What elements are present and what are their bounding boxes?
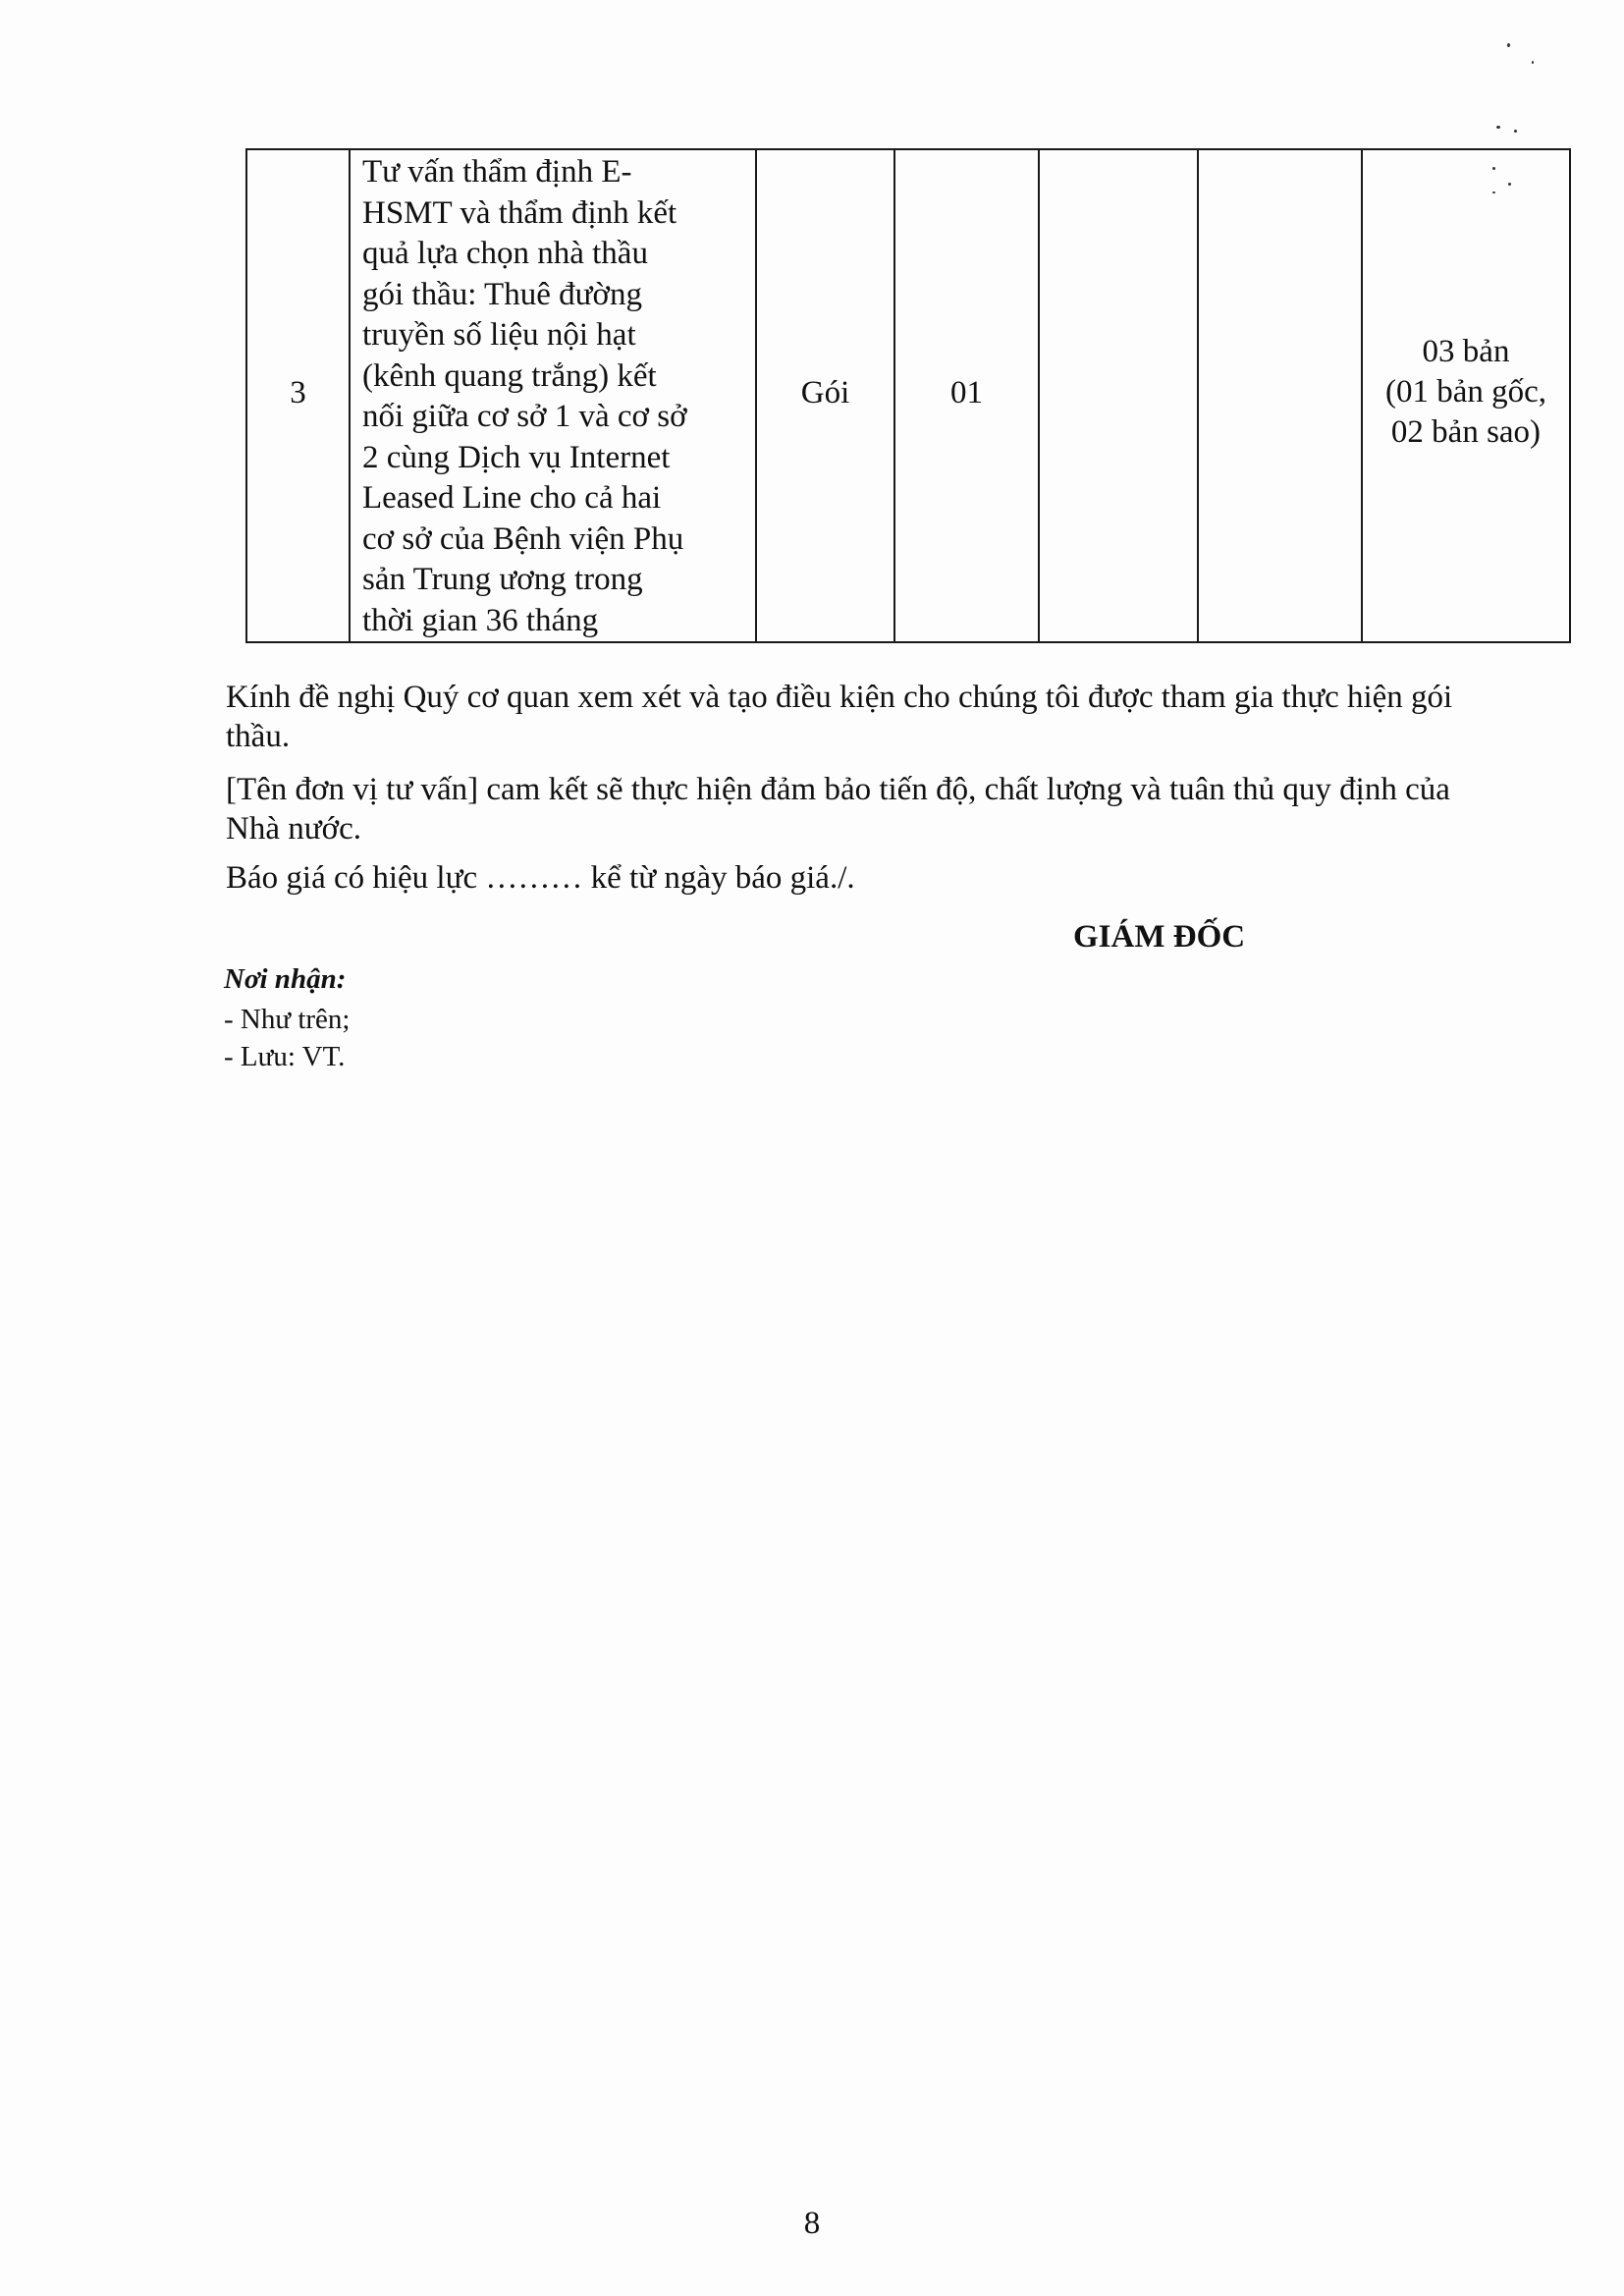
request-paragraph: Kính đề nghị Quý cơ quan xem xét và tạo điều kiện cho chúng tôi được tham gia thực hiện gói thầu. (226, 680, 1453, 754)
description-line: sản Trung ương trong (362, 562, 643, 597)
recipient-item: - Lưu: VT. (224, 1041, 346, 1072)
copies-note-cell (1362, 149, 1570, 642)
quantity-value: 01 (950, 374, 983, 410)
recipients-title: Nơi nhận: (224, 963, 347, 995)
quotation-table (245, 148, 1571, 643)
description-line: gói thầu: Thuê đường (362, 276, 642, 312)
description-line: nối giữa cơ sở 1 và cơ sở (362, 399, 687, 434)
signer-title: GIÁM ĐỐC (1073, 919, 1246, 955)
description-line: thời gian 36 tháng (362, 602, 599, 638)
description-line: (kênh quang trắng) kết (362, 357, 657, 394)
unit-cell (756, 149, 894, 642)
copies-note-line: 03 bản (1422, 333, 1510, 369)
copies-note-line: 02 bản sao) (1390, 413, 1542, 450)
validity-paragraph: Báo giá có hiệu lực ……… kể từ ngày báo giá./. (226, 860, 855, 896)
scan-speck (1532, 61, 1534, 64)
empty-cell (1198, 149, 1362, 642)
description-line: truyền số liệu nội hạt (362, 317, 636, 353)
description-line: 2 cùng Dịch vụ Internet (362, 439, 671, 475)
description-line: Leased Line cho cả hai (362, 480, 662, 516)
empty-cell (1039, 149, 1198, 642)
row-number: 3 (290, 374, 306, 410)
recipient-item: - Như trên; (224, 1004, 351, 1035)
row-number-cell (246, 149, 350, 642)
copies-note-line: (01 bản gốc, (1384, 373, 1547, 410)
unit-value: Gói (800, 374, 850, 410)
table-row (246, 149, 1570, 642)
description-line: HSMT và thẩm định kết (362, 194, 677, 231)
page-number: 8 (803, 2206, 821, 2241)
description-line: Tư vấn thẩm định E- (362, 154, 632, 190)
commitment-paragraph: [Tên đơn vị tư vấn] cam kết sẽ thực hiện đảm bảo tiến độ, chất lượng và tuân thủ quy định của Nhà nước. (226, 772, 1450, 847)
quantity-cell (894, 149, 1039, 642)
scan-speck (1514, 130, 1517, 133)
scan-speck (1507, 43, 1510, 47)
description-line: quả lựa chọn nhà thầu (362, 236, 648, 271)
recipients-list (224, 1001, 350, 1075)
scan-speck (1496, 126, 1500, 129)
description-cell (350, 149, 756, 642)
description-line: cơ sở của Bệnh viện Phụ (362, 520, 684, 557)
